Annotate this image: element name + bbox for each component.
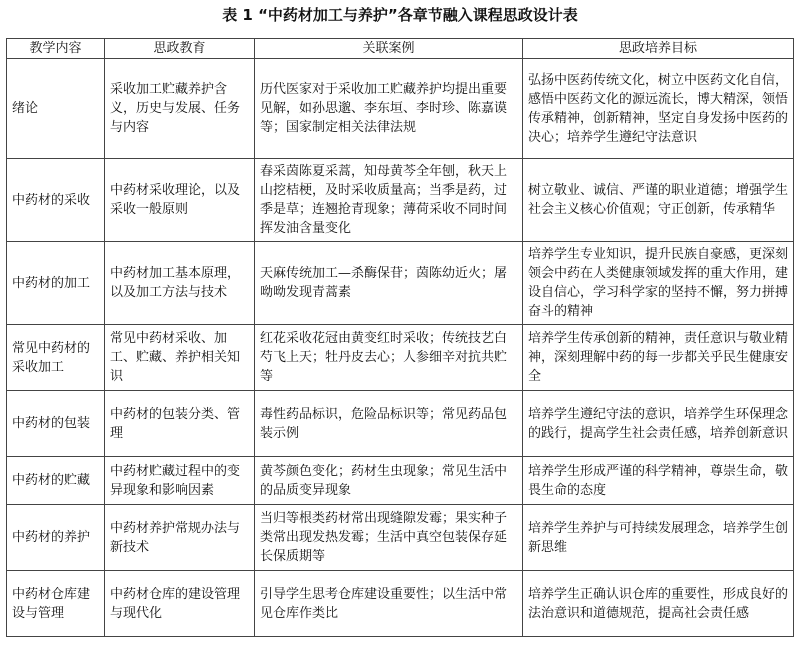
table-row: [7, 391, 794, 457]
cell-education: 中药材贮藏过程中的变异现象和影响因素: [105, 457, 255, 505]
cell-content: 中药材的贮藏: [7, 457, 105, 505]
header-goal: 思政培养目标: [523, 39, 794, 59]
cell-case: 红花采收花冠由黄变红时采收；传统技艺白芍飞上天；牡丹皮去心；人参细辛对抗共贮等: [255, 325, 523, 391]
header-content: 教学内容: [7, 39, 105, 59]
cell-content: 中药材仓库建设与管理: [7, 571, 105, 637]
cell-goal: 弘扬中医药传统文化，树立中医药文化自信，感悟中医药文化的源远流长，博大精深，领悟传承精神，创新精神，坚定自身发扬中医药的决心；培养学生遵纪守法意识: [523, 59, 794, 159]
cell-education: 中药材加工基本原理，以及加工方法与技术: [105, 242, 255, 325]
cell-content: 中药材的养护: [7, 505, 105, 571]
table-caption: 表 1 “中药材加工与养护”各章节融入课程思政设计表: [222, 6, 578, 24]
cell-content: 中药材的加工: [7, 242, 105, 325]
cell-education: 中药材的包装分类、管理: [105, 391, 255, 457]
cell-goal: 培养学生形成严谨的科学精神，尊崇生命，敬畏生命的态度: [523, 457, 794, 505]
cell-case: 引导学生思考仓库建设重要性；以生活中常见仓库作类比: [255, 571, 523, 637]
table-row: [7, 59, 794, 159]
table-row: [7, 325, 794, 391]
table-row: [7, 571, 794, 637]
cell-goal: 培养学生传承创新的精神，责任意识与敬业精神，深刻理解中药的每一步都关乎民生健康安全: [523, 325, 794, 391]
cell-education: 中药材仓库的建设管理与现代化: [105, 571, 255, 637]
cell-case: 春采茵陈夏采蒿，知母黄芩全年刨，秋天上山挖桔梗，及时采收质量高；当季是药，过季是草；连翘抢青现象；薄荷采收不同时间挥发油含量变化: [255, 159, 523, 242]
cell-case: 当归等根类药材常出现缝隙发霉；果实种子类常出现发热发霉；生活中真空包装保存延长保质期等: [255, 505, 523, 571]
cell-education: 常见中药材采收、加工、贮藏、养护相关知识: [105, 325, 255, 391]
curriculum-table: [6, 38, 794, 637]
header-case: 关联案例: [255, 39, 523, 59]
cell-case: 毒性药品标识，危险品标识等；常见药品包装示例: [255, 391, 523, 457]
cell-case: 黄芩颜色变化；药材生虫现象；常见生活中的品质变异现象: [255, 457, 523, 505]
table-row: [7, 505, 794, 571]
cell-goal: 培养学生正确认识仓库的重要性，形成良好的法治意识和道德规范，提高社会责任感: [523, 571, 794, 637]
cell-goal: 培养学生专业知识，提升民族自豪感，更深刻领会中药在人类健康领域发挥的重大作用，建设自信心，学习科学家的坚持不懈，努力拼搏奋斗的精神: [523, 242, 794, 325]
cell-education: 中药材养护常规办法与新技术: [105, 505, 255, 571]
cell-goal: 培养学生养护与可持续发展理念，培养学生创新思维: [523, 505, 794, 571]
cell-content: 绪论: [7, 59, 105, 159]
cell-goal: 树立敬业、诚信、严谨的职业道德；增强学生社会主义核心价值观；守正创新，传承精华: [523, 159, 794, 242]
cell-education: 中药材采收理论，以及采收一般原则: [105, 159, 255, 242]
cell-case: 历代医家对于采收加工贮藏养护均提出重要见解，如孙思邈、李东垣、李时珍、陈嘉谟等；国家制定相关法律法规: [255, 59, 523, 159]
cell-content: 中药材的包装: [7, 391, 105, 457]
cell-content: 中药材的采收: [7, 159, 105, 242]
cell-education: 采收加工贮藏养护含义，历史与发展、任务与内容: [105, 59, 255, 159]
header-row: [7, 39, 794, 59]
cell-goal: 培养学生遵纪守法的意识，培养学生环保理念的践行，提高学生社会责任感，培养创新意识: [523, 391, 794, 457]
table-row: [7, 457, 794, 505]
table-row: [7, 159, 794, 242]
table-row: [7, 242, 794, 325]
cell-case: 天麻传统加工—杀酶保苷；茵陈幼近火；屠呦呦发现青蒿素: [255, 242, 523, 325]
cell-content: 常见中药材的采收加工: [7, 325, 105, 391]
header-education: 思政教育: [105, 39, 255, 59]
